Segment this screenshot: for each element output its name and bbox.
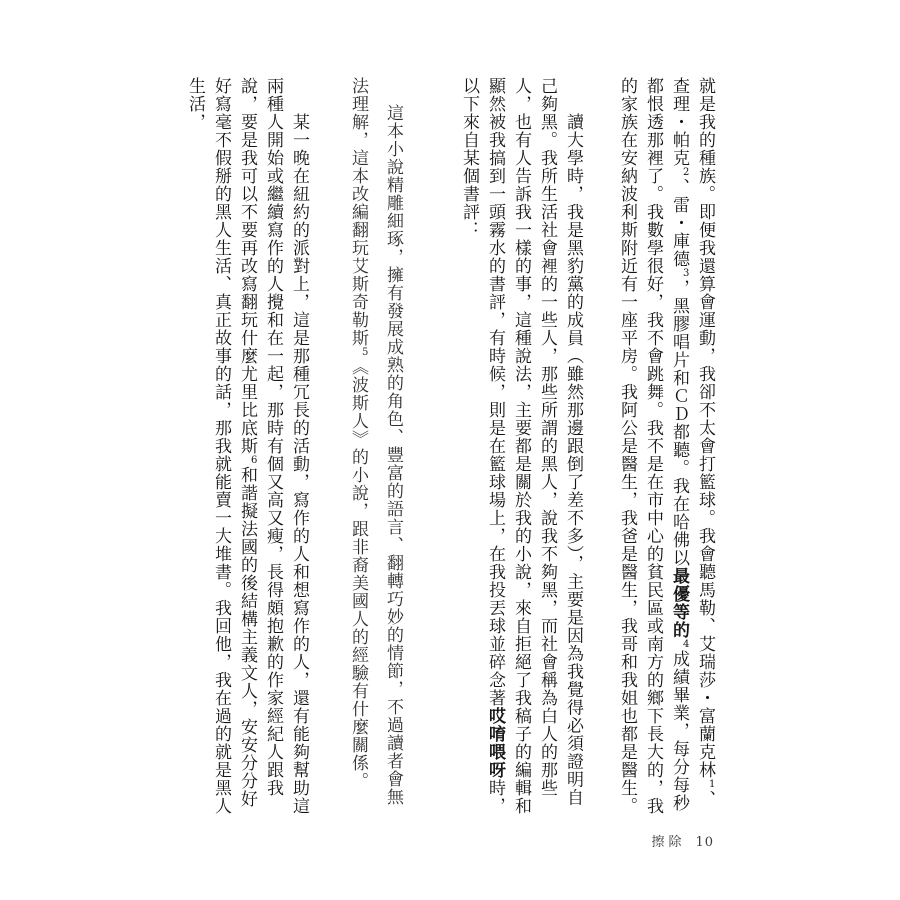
text-run: 和諧擬法國的後結構主義文人，安安分分好好寫毫不假掰的黑人生活、真正故事的話，那我就能賣一大堆書。我回他，我在過的就是黑人生活， <box>185 77 257 815</box>
text-run: ，黑膠唱片和ＣＤ都聽。我在哈佛以 <box>669 279 689 567</box>
text-area <box>182 77 718 821</box>
paragraph <box>614 77 718 821</box>
paragraph <box>456 77 586 821</box>
text-run: 讀大學時，我是黑豹黨的成員（雖然那邊跟倒了差不多），主要是因為我覺得必須證明自己夠黑。我所生活社會裡的一些人，那些所謂的黑人，說我不夠黑，而社會稱為白人的那些人，也有人告訴我一樣的事，這種說法，主要都是關於我的小說，來自拒絕了我稿子的編輯和顯然被我搞到一頭霧水的書評，有時候，則是在籃球場上，在我投丟球並碎念著 <box>485 77 583 815</box>
text-run: 《波斯人》的小說，跟非裔美國人的經驗有什麼關係。 <box>348 358 368 790</box>
text-run: 最優等的 <box>669 567 689 639</box>
paragraph <box>182 77 312 821</box>
footnote-marker: 3 <box>680 268 692 279</box>
text-run: 某一晚在紐約的派對上，這是那種冗長的活動，寫作的人和想寫作的人，還有能夠幫助這兩種人開始或繼續寫作的人攪和在一起，那時有個又高又瘦，長得頗抱歉的作家經紀人跟我說，要是我可以不要再改寫翻玩什麼尤里比底斯 <box>237 77 309 815</box>
text-run: 就是我的種族。即便我還算會運動，我卻不太會打籃球。我會聽馬勒、艾瑞莎・富蘭克林 <box>695 77 715 779</box>
block-quote <box>340 77 428 821</box>
footnote-marker: 6 <box>248 455 260 466</box>
text-run: 時，以下來自某個書評： <box>459 77 505 815</box>
text-run: 哎唷喂呀 <box>485 707 505 779</box>
page-footer <box>651 831 714 850</box>
footnote-marker: 4 <box>680 639 692 650</box>
text-run: 成績畢業，每分每秒都恨透那裡了。我數學很好，我不會跳舞。我不是在市中心的貧民區或南方的鄉下長大的，我的家族在安納波利斯附近有一座平房。我阿公是醫生，我爸是醫生，我哥和我姐也都是醫生。 <box>617 77 689 815</box>
running-title: 擦除 <box>651 835 686 850</box>
text-run: 這本小說精雕細琢，擁有發展成熟的角色、豐富的語言、翻轉巧妙的情節，不過讀者會無法理解，這本改編翻玩艾斯奇勒斯 <box>348 77 403 806</box>
footnote-marker: 2 <box>680 167 692 178</box>
page-number: 10 <box>695 835 714 850</box>
footnote-marker: 1 <box>706 779 718 790</box>
text-run: 、雷・庫德 <box>669 178 689 268</box>
footnote-marker: 5 <box>359 347 371 358</box>
text-run: 、查理・帕克 <box>669 77 715 808</box>
